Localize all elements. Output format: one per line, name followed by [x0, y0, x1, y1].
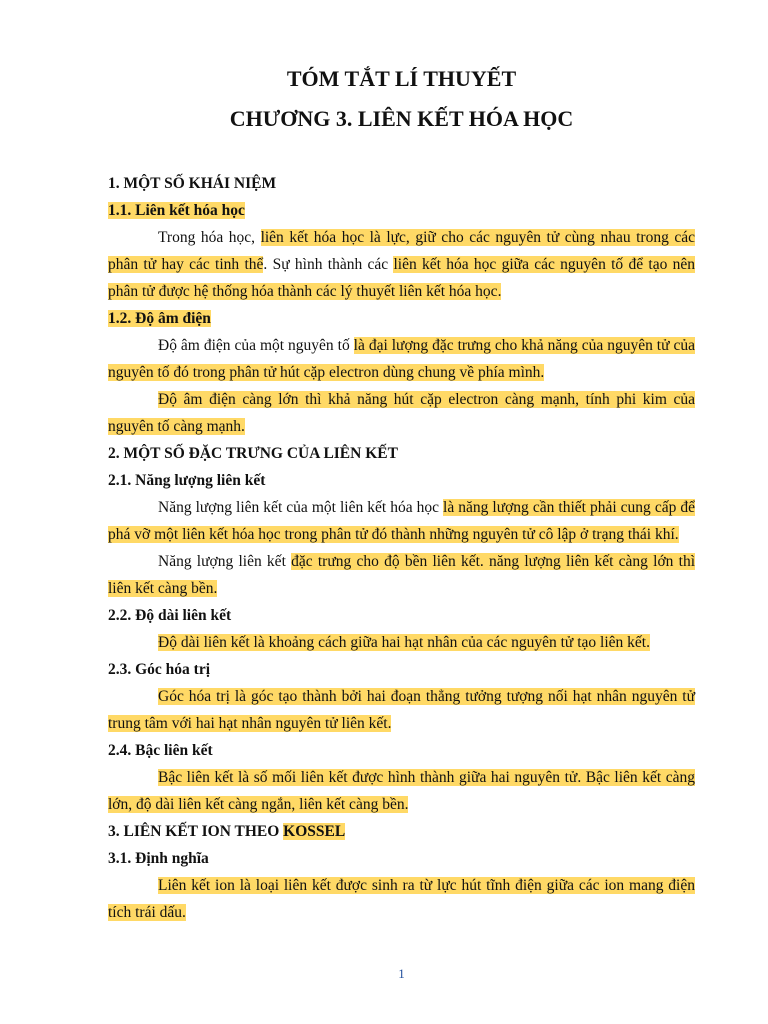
paragraph-bond-length: [108, 629, 695, 656]
paragraph-bond-order: [108, 764, 695, 818]
paragraph-bond-energy: [108, 494, 695, 548]
highlighted-text: Liên kết ion là loại liên kết được sinh ra từ lực hút tĩnh điện giữa các ion mang điện tích trái dấu.: [108, 877, 695, 921]
paragraph-ionic-bond: [108, 872, 695, 926]
section-3-heading: [108, 818, 695, 845]
section-3-1-heading: 3.1. Định nghĩa: [108, 850, 209, 867]
text-run: Năng lượng liên kết của một liên kết hóa học: [158, 499, 444, 516]
chapter-title: CHƯƠNG 3. LIÊN KẾT HÓA HỌC: [229, 106, 574, 131]
highlighted-text: Bậc liên kết là số mối liên kết được hình thành giữa hai nguyên tử. Bậc liên kết càng lớn, độ dài liên kết càng ngắn, liên kết càng bền.: [108, 769, 695, 813]
text-run: 3. LIÊN KẾT ION THEO: [108, 823, 284, 840]
paragraph-electronegativity-2: [108, 386, 695, 440]
text-run: . Sự hình thành các: [263, 256, 394, 273]
section-2-1-heading: 2.1. Năng lượng liên kết: [108, 472, 266, 489]
highlighted-text: là năng lượng cần thiết phải cung cấp để phá vỡ một liên kết hóa học trong phân tử đó thành những nguyên tử cô lập ở trạng thái khí.: [108, 499, 696, 543]
highlighted-text: đặc trưng cho độ bền liên kết. năng lượng liên kết càng lớn thì liên kết càng bền.: [108, 553, 696, 597]
paragraph-bond-angle: [108, 683, 695, 737]
section-2-heading: 2. MỘT SỐ ĐẶC TRƯNG CỦA LIÊN KẾT: [108, 445, 398, 462]
highlighted-text: Độ âm điện càng lớn thì khả năng hút cặp electron càng mạnh, tính phi kim của nguyên tố càng mạnh.: [108, 391, 695, 435]
paragraph-bond-energy-2: [108, 548, 695, 602]
document-title: TÓM TẮT LÍ THUYẾT: [286, 66, 517, 91]
paragraph-electronegativity: [108, 332, 695, 386]
section-1-1-heading: [108, 197, 695, 224]
paragraph-chemical-bond: [108, 224, 695, 305]
section-2-3-heading: 2.3. Góc hóa trị: [108, 661, 211, 678]
highlighted-text: KOSSEL: [283, 823, 346, 840]
section-2-2-heading: 2.2. Độ dài liên kết: [108, 607, 232, 624]
section-1-1-heading-text: 1.1. Liên kết hóa học: [108, 202, 245, 219]
highlighted-text: liên kết hóa học là lực, giữ cho các nguyên tử cùng nhau trong các phân tử hay các tinh thể: [108, 229, 695, 273]
document-page: [108, 0, 695, 1024]
page-number: 1: [398, 966, 405, 981]
highlighted-text: Góc hóa trị là góc tạo thành bởi hai đoạn thẳng tưởng tượng nối hạt nhân nguyên tử trung tâm với hai hạt nhân nguyên tử liên kết.: [108, 688, 695, 732]
section-1-2-heading-text: 1.2. Độ âm điện: [108, 310, 211, 327]
highlighted-text: Độ dài liên kết là khoảng cách giữa hai hạt nhân của các nguyên tử tạo liên kết.: [158, 634, 650, 651]
text-run: Độ âm điện của một nguyên tố: [158, 337, 354, 354]
text-run: Năng lượng liên kết: [158, 553, 292, 570]
section-1-heading: 1. MỘT SỐ KHÁI NIỆM: [108, 175, 277, 192]
highlighted-text: là đại lượng đặc trưng cho khả năng của nguyên tử của nguyên tố đó trong phân tử hút cặp electron dùng chung về phía mình.: [108, 337, 695, 381]
section-2-4-heading: 2.4. Bậc liên kết: [108, 742, 213, 759]
highlighted-text: liên kết hóa học giữa các nguyên tố để tạo nên phân tử được hệ thống hóa thành các lý thuyết liên kết hóa học.: [108, 256, 696, 300]
text-run: Trong hóa học,: [158, 229, 261, 246]
section-1-2-heading: [108, 305, 695, 332]
document-body: [108, 170, 695, 926]
